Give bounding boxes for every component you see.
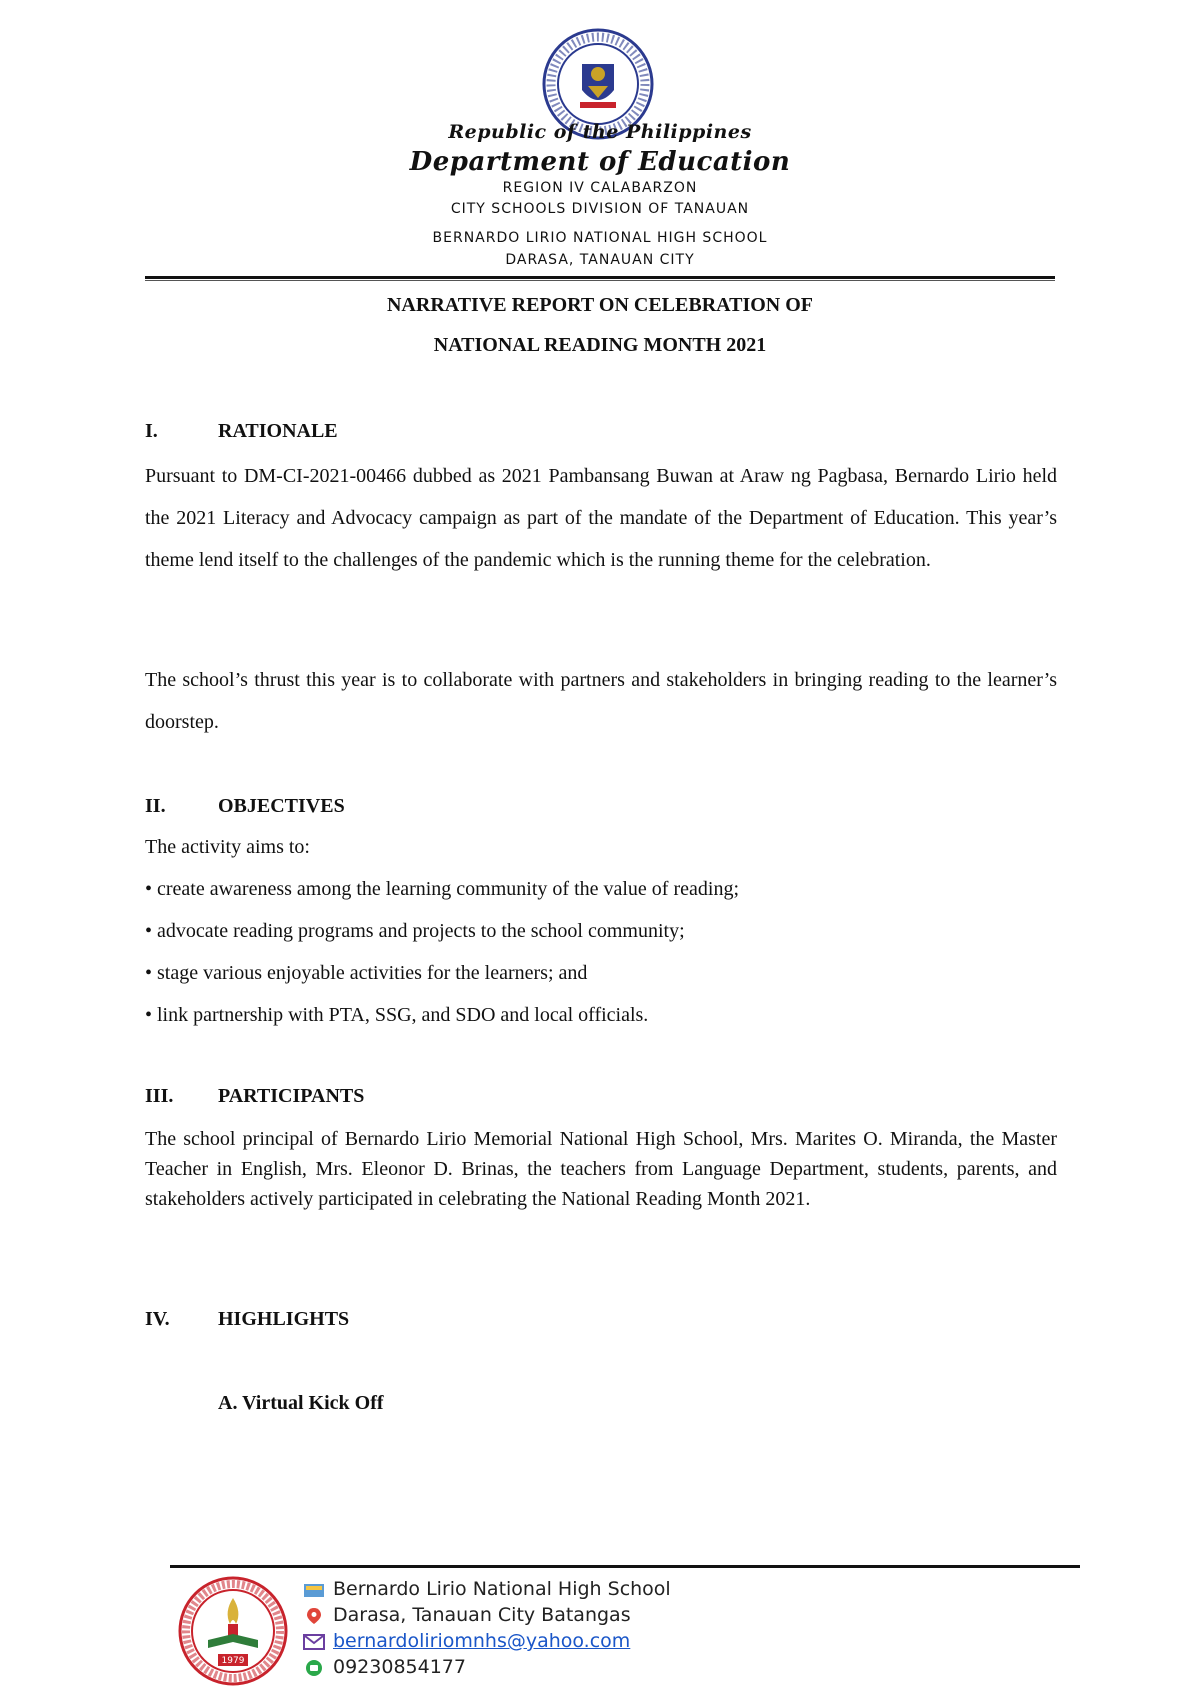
section-heading-highlights (145, 1308, 349, 1331)
footer-address-line (303, 1604, 631, 1626)
section-number: I. (145, 420, 158, 442)
section-number: III. (145, 1085, 174, 1107)
section-title: OBJECTIVES (218, 795, 345, 817)
school-location-text: DARASA, TANAUAN CITY (505, 252, 695, 268)
school-seal-logo (178, 1576, 288, 1686)
section-title: RATIONALE (218, 420, 338, 442)
objective-item: • create awareness among the learning community of the value of reading; (145, 878, 739, 900)
report-title-line1: NARRATIVE REPORT ON CELEBRATION OF (386, 294, 813, 316)
footer-phone: 09230854177 (333, 1656, 466, 1678)
footer-school-line (303, 1578, 671, 1600)
participants-paragraph: The school principal of Bernardo Lirio Memorial National High School, Mrs. Marites O. Miranda, the Master Teacher in English, Mrs. Eleonor D. Brinas, the teachers from Language Department, students, parents, and stakeholders actively participated in celebrating the National Reading Month 2021. (145, 1128, 1057, 1210)
objective-item: • stage various enjoyable activities for the learners; and (145, 962, 588, 984)
section-title: HIGHLIGHTS (218, 1308, 350, 1330)
report-title-line2: NATIONAL READING MONTH 2021 (433, 334, 767, 356)
rationale-paragraph-1: Pursuant to DM-CI-2021-00466 dubbed as 2021 Pambansang Buwan at Araw ng Pagbasa, Bernardo Lirio held the 2021 Literacy and Advocacy campaign as part of the mandate of the Department of Education. This year’s theme lend itself to the challenges of the pandemic which is the running theme for the celebration. (145, 465, 1057, 571)
footer-email-line (303, 1630, 630, 1652)
republic-text: Republic of the Philippines (448, 121, 752, 143)
objectives-intro: The activity aims to: (145, 836, 310, 858)
objective-item: • link partnership with PTA, SSG, and SDO and local officials. (145, 1004, 649, 1026)
footer-email-link[interactable]: bernardoliriomnhs@yahoo.com (333, 1630, 631, 1652)
footer-school-name: Bernardo Lirio National High School (333, 1578, 671, 1600)
highlight-subheading-kickoff: A. Virtual Kick Off (218, 1392, 384, 1414)
division-text: CITY SCHOOLS DIVISION OF TANAUAN (450, 201, 750, 217)
rationale-paragraph-2: The school’s thrust this year is to collaborate with partners and stakeholders in bringing reading to the learner’s doorstep. (145, 669, 1057, 733)
section-heading-participants (145, 1085, 364, 1108)
header-divider (145, 276, 1055, 279)
section-number: IV. (145, 1308, 170, 1330)
footer-divider (170, 1565, 1080, 1568)
section-number: II. (145, 795, 166, 817)
footer-address: Darasa, Tanauan City Batangas (333, 1604, 631, 1626)
objective-item: • advocate reading programs and projects to the school community; (145, 920, 685, 942)
department-text: Department of Education (409, 147, 791, 177)
logo-year-text: 1979 (221, 1656, 245, 1666)
phone-icon (303, 1659, 325, 1677)
section-title: PARTICIPANTS (218, 1085, 365, 1107)
section-heading-objectives (145, 795, 345, 818)
footer-phone-line (303, 1656, 466, 1678)
school-name-text: BERNARDO LIRIO NATIONAL HIGH SCHOOL (432, 230, 768, 246)
header-divider-thin (145, 280, 1055, 281)
mail-icon (303, 1633, 325, 1651)
section-heading-rationale (145, 420, 338, 443)
region-text: REGION IV CALABARZON (502, 180, 698, 196)
location-pin-icon (303, 1607, 325, 1625)
school-building-icon (303, 1581, 325, 1599)
